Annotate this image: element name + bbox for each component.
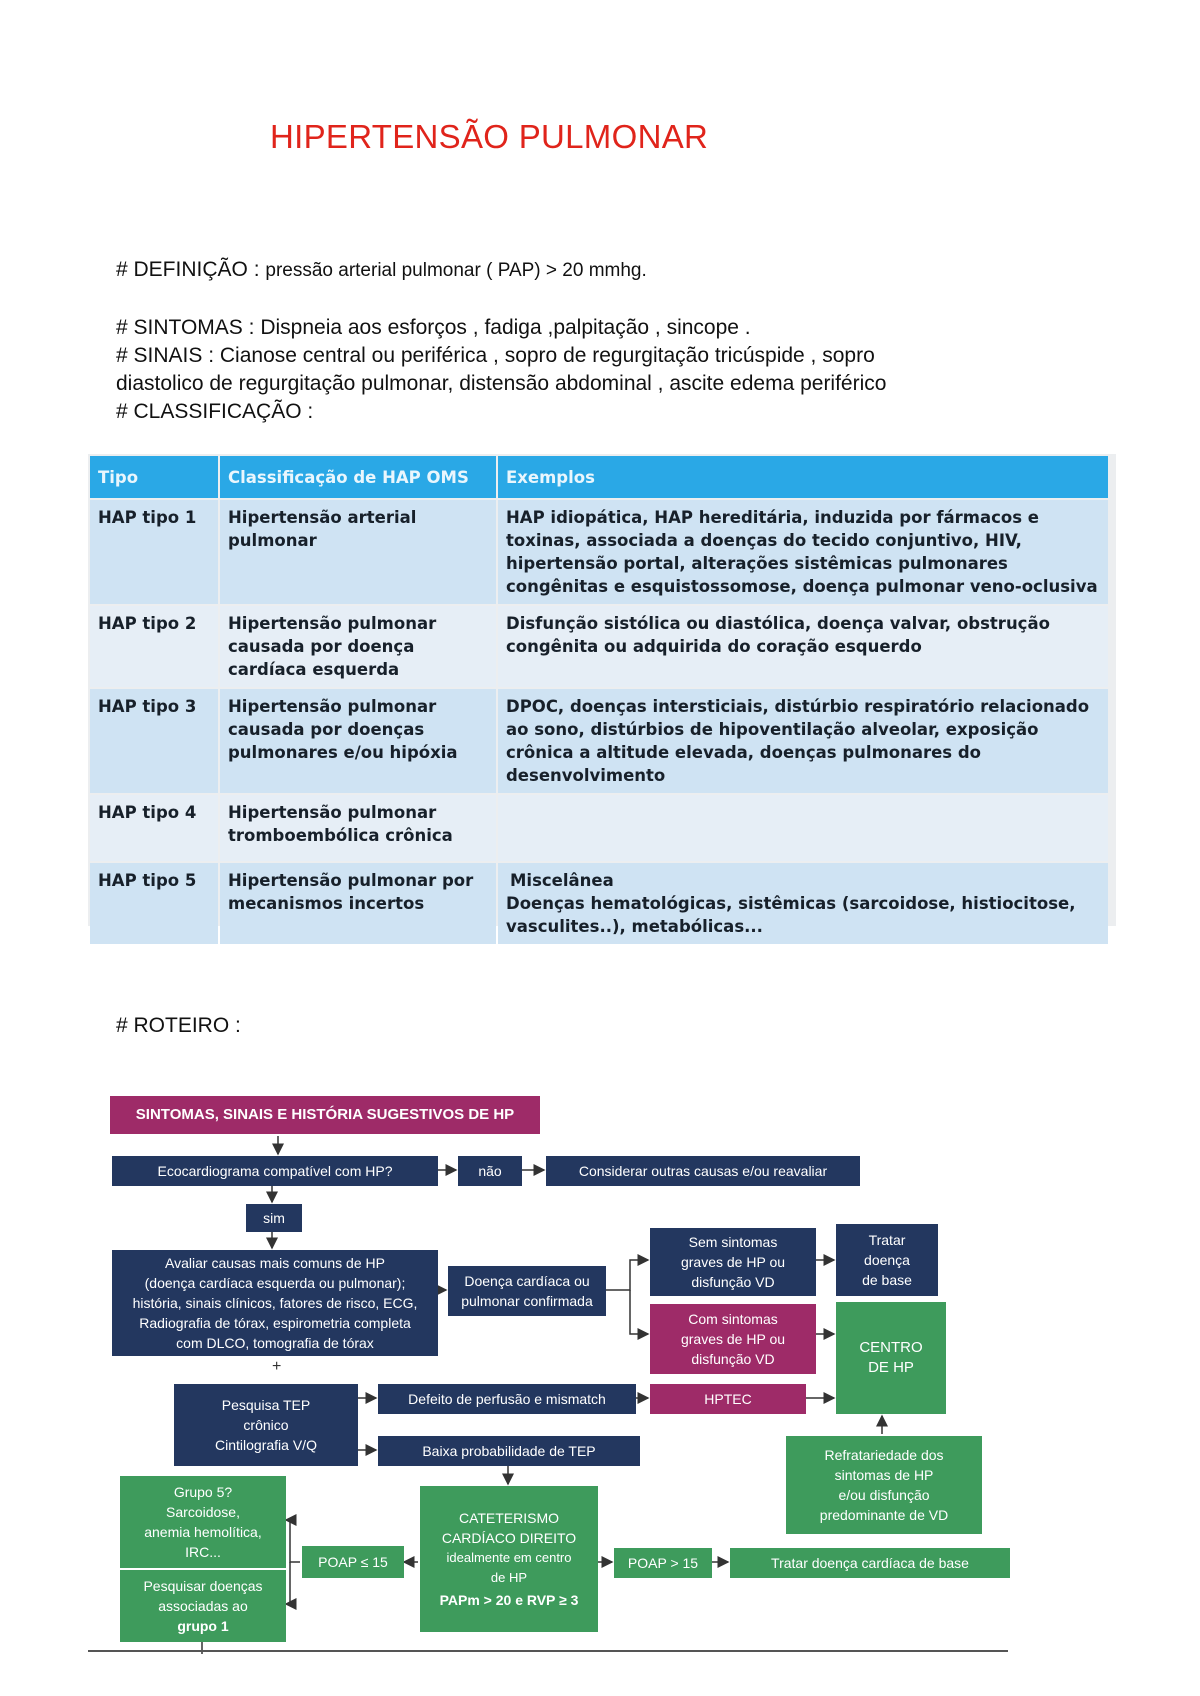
flow-sem-line: disfunção VD — [691, 1274, 775, 1290]
cell-tipo: HAP tipo 1 — [90, 500, 218, 604]
flow-poap-le-box: POAP ≤ 15 — [302, 1546, 404, 1578]
flow-centro-line: DE HP — [868, 1359, 914, 1376]
cell-classificacao: Hipertensão pulmonar tromboembólica crônica — [220, 795, 496, 861]
flow-pesq-bold: grupo 1 — [177, 1618, 229, 1634]
cell-classificacao: Hipertensão pulmonar por mecanismos incertos — [220, 863, 496, 944]
flow-com-sintomas-box — [650, 1304, 816, 1374]
flow-defeito-box: Defeito de perfusão e mismatch — [378, 1384, 636, 1414]
cell-tipo: HAP tipo 3 — [90, 689, 218, 793]
cell-exemplos-line-1: Miscelânea — [510, 871, 614, 890]
flow-grupo5-box — [120, 1476, 286, 1568]
flow-grupo5-line: Sarcoidose, — [166, 1504, 240, 1520]
sintomas-line — [116, 314, 751, 342]
cell-tipo: HAP tipo 2 — [90, 606, 218, 687]
flow-cat-line: de HP — [490, 1570, 528, 1585]
sinais-line-2: diastolico de regurgitação pulmonar, distensão abdominal , ascite edema periférico — [116, 372, 887, 395]
flow-avaliar-line: com DLCO, tomografia de tórax — [176, 1335, 374, 1351]
cell-exemplos-line-2: Doenças hematológicas, sistêmicas (sarcoidose, histiocitose, vasculites..), metabólicas... — [506, 894, 1076, 936]
definicao-label: # DEFINIÇÃO : — [116, 258, 260, 281]
flow-grupo5-line: Grupo 5? — [173, 1484, 233, 1500]
flow-refrat-line: Refratariedade dos — [824, 1447, 944, 1463]
table-row — [90, 795, 1108, 861]
flow-refrat-line: sintomas de HP — [834, 1467, 934, 1483]
flow-baixa-prob-box: Baixa probabilidade de TEP — [378, 1436, 640, 1466]
cell-exemplos — [498, 795, 1108, 861]
flow-tratar-line: de base — [862, 1272, 912, 1288]
flow-sem-line: Sem sintomas — [688, 1234, 778, 1250]
flow-tratar-line: doença — [864, 1252, 910, 1268]
flow-tratar-line: Tratar — [868, 1232, 906, 1248]
flow-tep-line: Cintilografia V/Q — [215, 1437, 317, 1453]
classification-table — [88, 454, 1110, 946]
flow-hptec-box: HPTEC — [650, 1384, 806, 1414]
flow-refratariedade-box — [786, 1436, 982, 1534]
cell-exemplos: HAP idiopática, HAP hereditária, induzida por fármacos e toxinas, associada a doenças do tecido conjuntivo, HIV, hipertensão portal, alterações sistêmicas pulmonares congênitas e esquistossomose, doença pulmonar veno-oclusiva — [498, 500, 1108, 604]
flow-nao-box: não — [458, 1156, 522, 1186]
flow-cat-criteria: PAPm > 20 e RVP ≥ 3 — [439, 1592, 579, 1608]
cell-exemplos: DPOC, doenças intersticiais, distúrbio respiratório relacionado ao sono, distúrbios de hipoventilação alveolar, exposição crônica a altitude elevada, doenças pulmonares do desenvolvimento — [498, 689, 1108, 793]
flow-avaliar-line: história, sinais clínicos, fatores de risco, ECG, — [132, 1295, 418, 1311]
column-header-classificacao: Classificação de HAP OMS — [220, 456, 496, 498]
flow-com-line: Com sintomas — [688, 1311, 778, 1327]
cell-tipo: HAP tipo 5 — [90, 863, 218, 944]
flow-eco-box: Ecocardiograma compatível com HP? — [112, 1156, 438, 1186]
column-header-exemplos: Exemplos — [498, 456, 1108, 498]
sintomas-text: Dispneia aos esforços , fadiga ,palpitação , sincope . — [260, 316, 751, 339]
sinais-text-1: Cianose central ou periférica , sopro de regurgitação tricúspide , sopro — [219, 344, 875, 367]
flow-tep-box — [174, 1384, 358, 1466]
flow-sem-line: graves de HP ou — [680, 1254, 786, 1270]
flow-poap-gt-box: POAP > 15 — [614, 1548, 712, 1578]
flow-avaliar-line: Radiografia de tórax, espirometria completa — [139, 1315, 411, 1331]
flow-header-box: SINTOMAS, SINAIS E HISTÓRIA SUGESTIVOS DE HP — [110, 1096, 540, 1134]
flow-com-line: graves de HP ou — [680, 1331, 786, 1347]
page-title: HIPERTENSÃO PULMONAR — [270, 118, 709, 155]
flow-centro-hp-box — [836, 1302, 946, 1414]
flow-grupo5-line: anemia hemolítica, — [144, 1524, 262, 1540]
flow-pesquisar-box — [120, 1570, 286, 1642]
cell-tipo: HAP tipo 4 — [90, 795, 218, 861]
flowchart — [0, 1080, 1200, 1680]
flow-plus-sign: + — [272, 1358, 282, 1375]
roteiro-label: # ROTEIRO : — [116, 1014, 241, 1037]
flow-sim-box: sim — [246, 1204, 302, 1232]
flow-avaliar-line: (doença cardíaca esquerda ou pulmonar); — [144, 1275, 406, 1291]
definicao-text: pressão arterial pulmonar ( PAP) > 20 mmhg. — [265, 260, 647, 281]
table-row — [90, 500, 1108, 604]
flow-doenca-line: pulmonar confirmada — [461, 1293, 593, 1309]
definicao-line — [116, 256, 647, 285]
flow-grupo5-line: IRC... — [185, 1544, 221, 1560]
classificacao-label: # CLASSIFICAÇÃO : — [116, 400, 314, 423]
flow-pesq-line: Pesquisar doenças — [143, 1578, 263, 1594]
bottom-divider — [88, 1650, 1008, 1652]
flow-cat-line: CATETERISMO — [458, 1510, 560, 1526]
flow-tratar-cardiaca-box: Tratar doença cardíaca de base — [730, 1548, 1010, 1578]
flow-pesq-line: associadas ao — [158, 1598, 248, 1614]
flow-refrat-line: predominante de VD — [819, 1507, 949, 1523]
cell-exemplos: Disfunção sistólica ou diastólica, doença valvar, obstrução congênita ou adquirida do coração esquerdo — [498, 606, 1108, 687]
table-row — [90, 689, 1108, 793]
flow-cat-line: CARDÍACO DIREITO — [441, 1530, 577, 1546]
cell-classificacao: Hipertensão pulmonar causada por doenças pulmonares e/ou hipóxia — [220, 689, 496, 793]
column-header-tipo: Tipo — [90, 456, 218, 498]
flow-centro-line: CENTRO — [859, 1339, 923, 1356]
flow-cateterismo-box — [420, 1486, 598, 1632]
cell-exemplos — [498, 863, 1108, 944]
table-header-row — [90, 456, 1108, 498]
flow-avaliar-line: Avaliar causas mais comuns de HP — [165, 1255, 385, 1271]
sinais-line — [116, 342, 875, 370]
sinais-label: # SINAIS : — [116, 344, 215, 367]
flow-tratar-base-box — [836, 1224, 938, 1296]
classification-table-container — [88, 454, 1116, 936]
cell-classificacao: Hipertensão arterial pulmonar — [220, 500, 496, 604]
flow-doenca-confirmada-box — [448, 1266, 606, 1316]
flow-cat-line: idealmente em centro — [446, 1550, 572, 1565]
flow-com-line: disfunção VD — [691, 1351, 775, 1367]
flow-tep-line: crônico — [243, 1417, 289, 1433]
flow-outras-box: Considerar outras causas e/ou reavaliar — [546, 1156, 860, 1186]
flow-refrat-line: e/ou disfunção — [838, 1487, 930, 1503]
flow-avaliar-box — [112, 1250, 438, 1356]
table-row — [90, 863, 1108, 944]
sintomas-label: # SINTOMAS : — [116, 316, 255, 339]
cell-classificacao: Hipertensão pulmonar causada por doença cardíaca esquerda — [220, 606, 496, 687]
flow-tep-line: Pesquisa TEP — [221, 1397, 311, 1413]
flow-sem-sintomas-box — [650, 1228, 816, 1296]
flow-doenca-line: Doença cardíaca ou — [464, 1273, 590, 1289]
table-row — [90, 606, 1108, 687]
